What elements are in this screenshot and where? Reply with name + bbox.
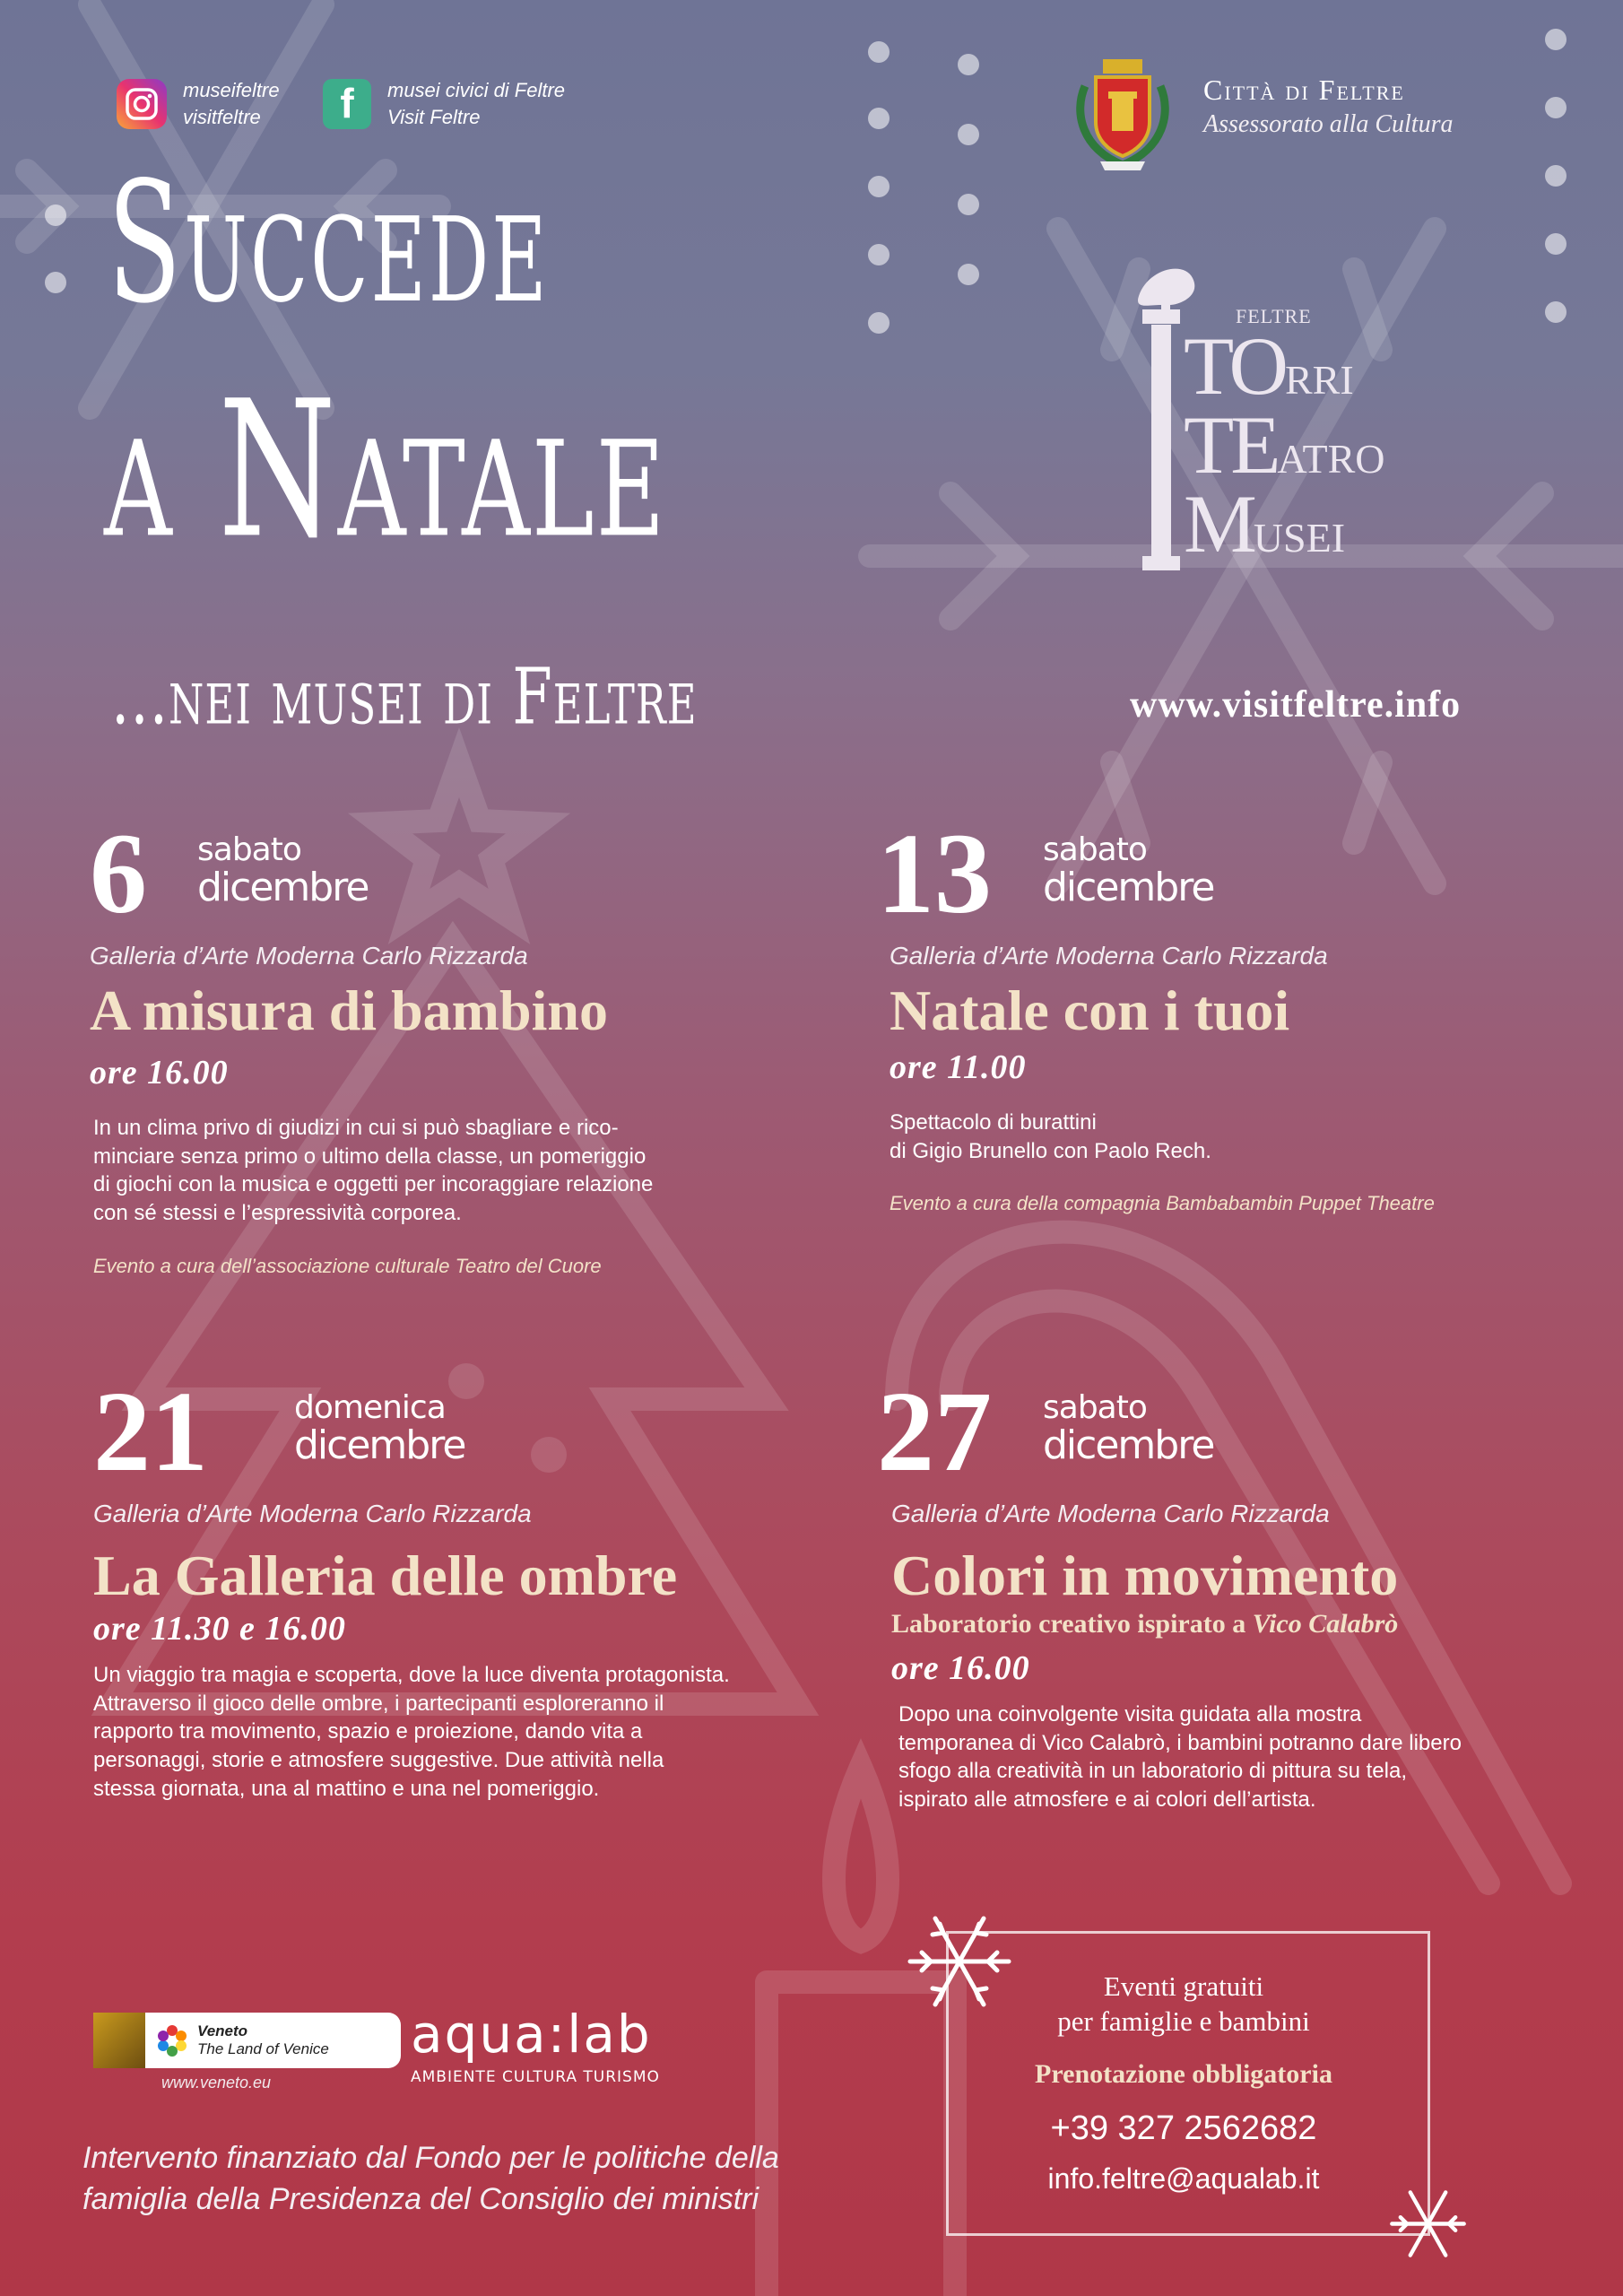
event-day: 27 <box>877 1368 992 1495</box>
facebook-block[interactable] <box>323 77 565 130</box>
event-credit: Evento a cura della compagnia Bambabambin Puppet Theatre <box>890 1192 1435 1215</box>
event-time: ore 11.30 e 16.00 <box>93 1610 346 1648</box>
phone-number[interactable]: +39 327 2562682 <box>1050 2109 1317 2147</box>
instagram-icon[interactable] <box>117 79 167 129</box>
event-description: Spettacolo di burattini di Gigio Brunello con Paolo Rech. <box>890 1110 1211 1163</box>
facebook-icon[interactable]: f <box>323 79 371 129</box>
flower-icon <box>152 2021 192 2060</box>
event-weekday: sabato <box>1043 831 1147 868</box>
event-time: ore 16.00 <box>891 1649 1030 1687</box>
veneto-name: Veneto <box>197 2022 248 2040</box>
veneto-logo <box>93 2013 401 2068</box>
event-month: dicembre <box>294 1422 465 1468</box>
title-line-1: Succede <box>108 147 550 341</box>
event-title: Colori in movimento <box>891 1544 1399 1607</box>
city-header <box>1203 74 1508 139</box>
free-events-line: Eventi gratuiti <box>1103 1970 1264 2002</box>
event-card <box>93 1368 811 1803</box>
event-card <box>877 810 1576 1215</box>
event-description: Dopo una coinvolgente visita guidata alla mostra temporanea di Vico Calabrò, i bambini potranno dare libero sfogo alla creatività in un laboratorio di pittura su tela, ispirato alle atmosfere e ai colori dell’artista. <box>898 1702 1462 1813</box>
event-weekday: sabato <box>197 831 301 868</box>
snowflake-icon <box>1385 2181 1471 2266</box>
totem-row: TORRI <box>1184 320 1354 412</box>
veneto-url[interactable]: www.veneto.eu <box>161 2074 272 2092</box>
facebook-page: musei civici di Feltre <box>387 79 566 101</box>
event-day: 13 <box>877 810 992 937</box>
event-venue: Galleria d’Arte Moderna Carlo Rizzarda <box>891 1500 1330 1527</box>
event-credit: Evento a cura dell’associazione culturale Teatro del Cuore <box>93 1254 602 1277</box>
aqualab-logo <box>411 2004 660 2086</box>
totem-row: TEATRO <box>1184 399 1385 491</box>
event-title: A misura di bambino <box>90 978 608 1042</box>
event-month: dicembre <box>1043 864 1214 910</box>
title-line-2: a Natale <box>104 361 667 580</box>
event-weekday: domenica <box>294 1389 446 1426</box>
event-day: 21 <box>93 1368 208 1495</box>
totem-top-text: FELTRE <box>1236 305 1312 327</box>
event-time: ore 16.00 <box>90 1054 229 1091</box>
event-day: 6 <box>90 810 147 937</box>
instagram-handle: visitfeltre <box>183 105 261 128</box>
funding-note: Intervento finanziato dal Fondo per le politiche della famiglia della Presidenza del Consiglio dei ministri <box>82 2141 779 2216</box>
veneto-tagline: The Land of Venice <box>197 2039 329 2057</box>
event-time: ore 11.00 <box>890 1048 1027 1086</box>
aqualab-tagline: AMBIENTE CULTURA TURISMO <box>411 2068 660 2086</box>
info-content <box>986 1970 1381 2196</box>
lion-icon <box>93 2013 145 2068</box>
city-subtitle: Assessorato alla Cultura <box>1203 110 1454 138</box>
instagram-handle: museifeltre <box>183 79 280 101</box>
free-events-line: per famiglie e bambini <box>1057 2005 1310 2037</box>
instagram-block[interactable] <box>117 77 280 130</box>
event-title: Natale con i tuoi <box>890 978 1290 1042</box>
aqualab-name: aqua:lab <box>411 2004 652 2065</box>
event-subtitle: Laboratorio creativo ispirato a Vico Calabrò <box>891 1609 1399 1639</box>
event-title: La Galleria delle ombre <box>93 1544 678 1607</box>
booking-required: Prenotazione obbligatoria <box>1035 2058 1332 2089</box>
event-description: In un clima privo di giudizi in cui si può sbagliare e rico- minciare senza primo o ultimo della classe, un pomeriggio di giochi con la musica e oggetti per incoraggiare relazione con sé stessi e l’espressività corporea. <box>93 1116 654 1226</box>
event-venue: Galleria d’Arte Moderna Carlo Rizzarda <box>890 942 1328 970</box>
title-line-3: ...nei musei di Feltre <box>111 653 698 744</box>
city-name: Città di Feltre <box>1203 74 1405 106</box>
website-link[interactable]: www.visitfeltre.info <box>1130 684 1462 726</box>
event-month: dicembre <box>197 864 369 910</box>
event-month: dicembre <box>1043 1422 1214 1468</box>
facebook-page: Visit Feltre <box>387 105 481 128</box>
totem-row: MUSEI <box>1184 478 1346 570</box>
totem-logo <box>1130 260 1506 583</box>
event-venue: Galleria d’Arte Moderna Carlo Rizzarda <box>93 1500 532 1527</box>
event-card <box>90 810 789 1278</box>
event-description: Un viaggio tra magia e scoperta, dove la luce diventa protagonista. Attraverso il gioco delle ombre, i partecipanti esploreranno il rapporto tra movimento, spazio e proiezione, dando vita a personaggi, storie e atmosfere suggestive. Due attività nella stessa giornata, una al mattino e una nel pomeriggio. <box>93 1663 730 1801</box>
city-crest-icon <box>1069 50 1176 176</box>
email-address[interactable]: info.feltre@aqualab.it <box>1047 2161 1320 2195</box>
event-weekday: sabato <box>1043 1389 1147 1426</box>
event-card <box>877 1368 1576 1814</box>
event-venue: Galleria d’Arte Moderna Carlo Rizzarda <box>90 942 528 970</box>
